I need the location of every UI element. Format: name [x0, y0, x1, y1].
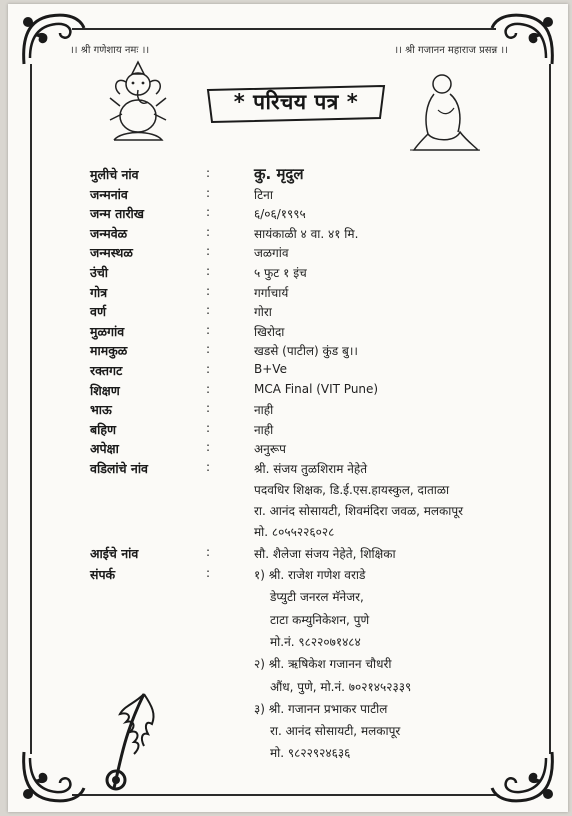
colon-separator: : [206, 362, 211, 376]
detail-label: अपेक्षा [90, 441, 119, 457]
detail-value: खिरोदा [254, 324, 285, 339]
colon-separator: : [206, 420, 211, 435]
detail-row [90, 205, 550, 224]
colon-separator: : [206, 566, 211, 580]
left-invocation: ।। श्री गणेशाय नमः ।। [70, 45, 150, 56]
colon-separator: : [206, 244, 211, 259]
maharaj-illustration [404, 70, 484, 156]
detail-value: कु. मृदुल [254, 165, 304, 183]
colon-separator: : [206, 381, 211, 396]
mother-label: आईचे नांव [90, 546, 139, 561]
detail-row [90, 166, 550, 185]
father-line: रा. आनंद सोसायटी, शिवमंदिरा जवळ, मलकापूर [254, 504, 464, 518]
detail-label: मामकुळ [90, 343, 128, 359]
mother-value: सौ. शैलेजा संजय नेहेते, शिक्षिका [254, 547, 396, 561]
detail-row [90, 244, 550, 263]
detail-label: मुळगांव [90, 323, 125, 339]
contact-label: संपर्क [90, 567, 116, 582]
colon-separator: : [206, 545, 211, 559]
detail-label: बहिण [90, 421, 117, 437]
contact-line: रा. आनंद सोसायटी, मलकापूर [270, 724, 401, 739]
detail-value: MCA Final (VIT Pune) [254, 381, 379, 396]
colon-separator: : [206, 440, 211, 455]
colon-separator: : [206, 303, 211, 318]
colon-separator: : [206, 264, 211, 278]
detail-value: अनुरूप [254, 442, 286, 457]
contact-line: मो. ९८२२९२४६३६ [270, 746, 351, 761]
detail-row [90, 421, 550, 440]
detail-label: जन्मवेळ [90, 225, 128, 241]
contact-line: औंध, पुणे, मो.नं. ७०२१४५२३३९ [270, 679, 412, 694]
father-label: वडिलांचे नांव [90, 461, 149, 476]
colon-separator: : [206, 224, 211, 239]
corner-ornament-bottom-left [16, 748, 86, 808]
contact-line: ३) श्री. गजानन प्रभाकर पाटील [254, 701, 388, 716]
detail-value: B+Ve [254, 362, 287, 376]
contact-line: २) श्री. ऋषिकेश गजानन चौधरी [254, 657, 392, 672]
biodata-page [8, 4, 568, 812]
detail-value: खडसे (पाटील) कुंड बु।। [254, 344, 358, 359]
detail-value: ५ फुट १ इंच [254, 266, 307, 280]
page-title: * परिचय पत्र * [233, 90, 359, 114]
colon-separator: : [206, 166, 211, 180]
detail-value: जळगांव [254, 246, 289, 261]
corner-ornament-top-right [490, 8, 560, 68]
detail-row [90, 186, 550, 205]
detail-value: टिना [254, 187, 273, 202]
colon-separator: : [206, 342, 211, 357]
corner-ornament-bottom-right [490, 748, 560, 808]
detail-label: गोत्र [90, 284, 108, 300]
colon-separator: : [206, 401, 211, 416]
detail-row [90, 401, 550, 420]
feather-ornament [94, 684, 170, 794]
corner-ornament-top-left [16, 8, 86, 68]
detail-label: मुलीचे नांव [90, 167, 139, 182]
border-top [72, 28, 496, 30]
border-bottom [72, 794, 496, 796]
colon-separator: : [206, 283, 211, 298]
contact-line: डेप्युटी जनरल मॅनेजर, [270, 590, 364, 605]
detail-row [90, 323, 550, 342]
detail-value: सायंकाळी ४ वा. ४१ मि. [254, 226, 359, 241]
detail-value: ६/०६/१९९५ [254, 207, 306, 222]
detail-value: नाही [254, 403, 274, 418]
detail-row [90, 303, 550, 322]
detail-value: नाही [254, 422, 274, 437]
father-line: श्री. संजय तुळशिराम नेहेते [254, 462, 368, 476]
detail-row [90, 440, 550, 459]
detail-row [90, 362, 550, 381]
detail-row [90, 284, 550, 303]
right-invocation: ।। श्री गजानन महाराज प्रसन्न ।। [394, 45, 508, 56]
colon-separator: : [206, 460, 211, 474]
detail-row [90, 264, 550, 283]
detail-row [90, 342, 550, 361]
ganesh-illustration [102, 58, 174, 150]
detail-label: जन्मस्थळ [90, 245, 133, 261]
colon-separator: : [206, 205, 211, 220]
detail-label: रक्तगट [90, 363, 123, 378]
detail-value: गर्गाचार्य [254, 285, 289, 300]
colon-separator: : [206, 322, 211, 337]
contact-line: टाटा कम्युनिकेशन, पुणे [270, 612, 370, 627]
colon-separator: : [206, 185, 211, 200]
border-left [30, 64, 32, 754]
detail-label: जन्मनांव [90, 186, 128, 202]
contact-line: १) श्री. राजेश गणेश वराडे [254, 568, 366, 582]
detail-row [90, 225, 550, 244]
detail-label: भाऊ [90, 402, 112, 418]
mother-row [90, 545, 550, 564]
detail-label: उंची [90, 265, 109, 280]
father-line: मो. ८०५५२२६०२८ [254, 525, 335, 539]
father-line: पदवधिर शिक्षक, डि.ई.एस.हायस्कुल, दाताळा [254, 483, 450, 497]
detail-label: शिक्षण [90, 382, 120, 398]
detail-label: जन्म तारीख [90, 206, 145, 222]
contact-line: मो.नं. ९८२२०७१४८४ [270, 634, 361, 649]
detail-row [90, 382, 550, 401]
detail-value: गोरा [254, 305, 272, 320]
detail-label: वर्ण [90, 304, 106, 320]
